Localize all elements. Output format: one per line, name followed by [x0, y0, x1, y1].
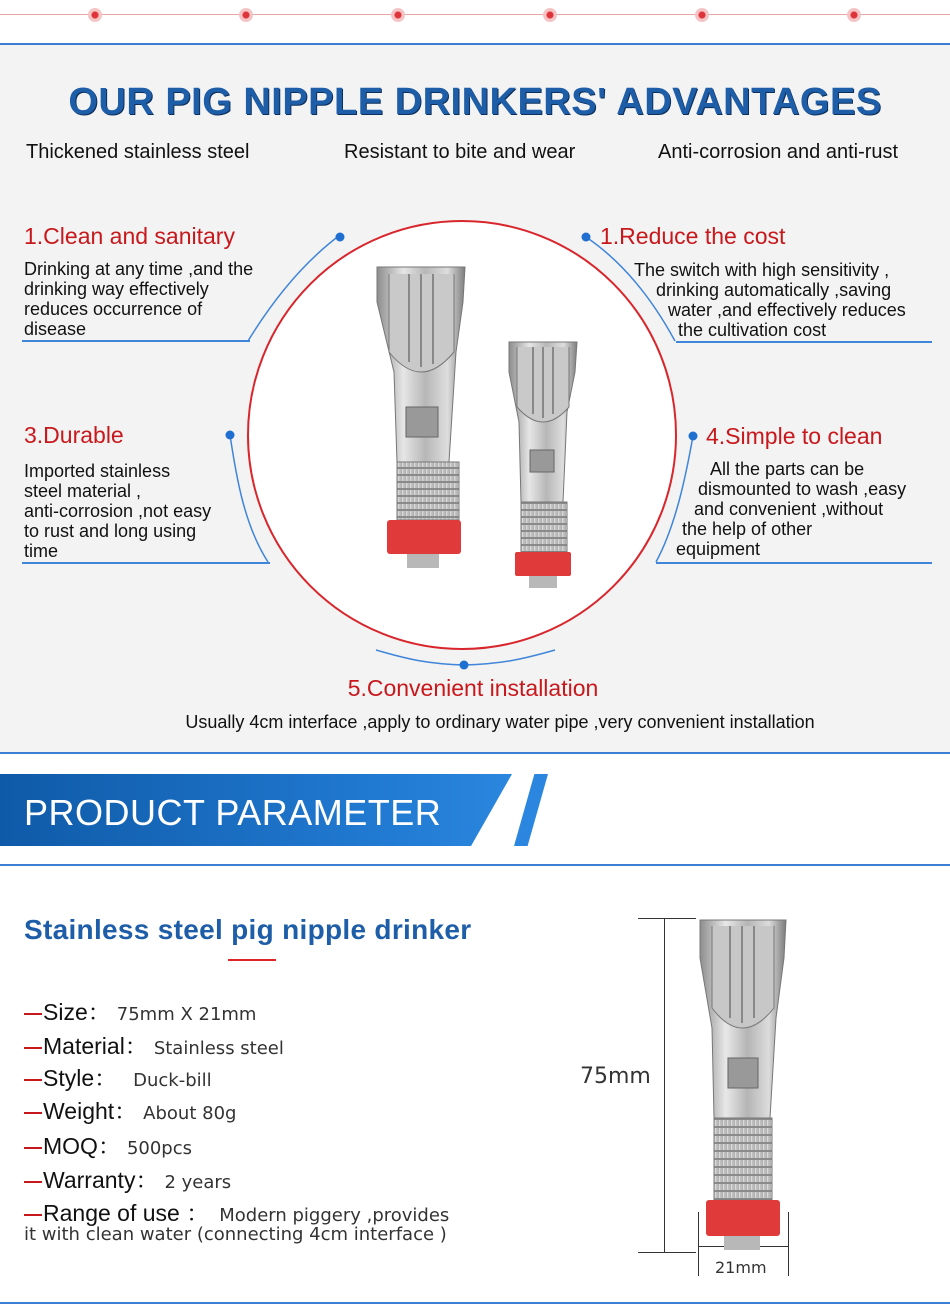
parameter-row: [24, 1162, 231, 1195]
parameter-row: [24, 994, 256, 1027]
parameter-label: MOQ：: [43, 1133, 121, 1159]
parameter-value: Duck-bill: [133, 1070, 212, 1091]
section-banner: [0, 754, 950, 866]
dot-ornament: [695, 8, 709, 22]
advantage-heading: 3.Durable: [24, 422, 124, 448]
advantage-heading: 1.Clean and sanitary: [24, 223, 235, 249]
parameter-label: Size：: [43, 999, 111, 1025]
dot-ornament: [239, 8, 253, 22]
dimension-tick: [638, 1252, 696, 1253]
parameter-row: [24, 1128, 192, 1161]
parameter-label: Weight：: [43, 1098, 138, 1124]
product-circle: [247, 220, 677, 650]
advantages-section: [0, 45, 950, 755]
parameter-label: Warranty：: [43, 1167, 159, 1193]
parameters-section: [0, 866, 950, 1306]
underline: [22, 562, 270, 564]
feature-label: Anti-corrosion and anti-rust: [658, 141, 899, 163]
underline: [656, 562, 932, 564]
parameter-value: About 80g: [143, 1103, 237, 1124]
dot-ornament: [543, 8, 557, 22]
underline: [22, 340, 250, 342]
nipple-drinker-image: [694, 918, 794, 1258]
advantage-heading: 1.Reduce the cost: [600, 223, 786, 249]
feature-label: Resistant to bite and wear: [344, 141, 576, 163]
nipple-drinker-image: [249, 222, 675, 648]
dot-ornament: [391, 8, 405, 22]
large-drinker: [377, 267, 465, 568]
parameter-value: Stainless steel: [153, 1038, 284, 1059]
parameter-label: Range of use ：: [43, 1200, 210, 1226]
advantage-heading: 5.Convenient installation: [347, 675, 599, 701]
width-dimension-label: 21mm: [715, 1258, 767, 1277]
advantages-title: OUR PIG NIPPLE DRINKERS' ADVANTAGES: [68, 81, 882, 123]
advantage-description: Imported stainless steel material , anti-corrosion ,not easy to rust and long using time: [24, 461, 212, 561]
top-decoration: [0, 0, 950, 44]
parameter-row: [24, 1060, 212, 1093]
dimension-tick: [638, 918, 696, 919]
parameter-label: Material：: [43, 1033, 148, 1059]
parameter-row: [24, 1028, 284, 1061]
parameter-row: [24, 1093, 236, 1126]
banner-stripe: [514, 774, 548, 846]
underline: [676, 341, 932, 343]
dot-ornament: [847, 8, 861, 22]
parameter-label: Style：: [43, 1065, 118, 1091]
parameter-value: Modern piggery ,provides: [219, 1205, 450, 1226]
small-drinker: [509, 342, 577, 588]
title-underline: [228, 959, 276, 961]
parameter-value: 500pcs: [126, 1138, 193, 1159]
advantage-description: Usually 4cm interface ,apply to ordinary water pipe ,very convenient installation: [185, 712, 815, 732]
height-dimension-line: [664, 918, 665, 1253]
advantage-heading: 4.Simple to clean: [706, 423, 883, 449]
height-dimension-label: 75mm: [580, 1064, 651, 1089]
banner-title: PRODUCT PARAMETER: [24, 792, 442, 833]
advantage-description: The switch with high sensitivity , drinking automatically ,saving water ,and effectively reduces the cultivation cost: [634, 260, 906, 340]
dot-ornament: [88, 8, 102, 22]
advantage-description: All the parts can be dismounted to wash ,easy and convenient ,without the help of other equipment: [676, 459, 907, 559]
product-title: Stainless steel pig nipple drinker: [24, 914, 472, 945]
top-rule: [0, 14, 950, 15]
advantage-description: Drinking at any time ,and the drinking way effectively reduces occurrence of disease: [24, 259, 254, 339]
feature-label: Thickened stainless steel: [26, 141, 250, 163]
parameter-continuation: it with clean water (connecting 4cm interface ): [24, 1224, 447, 1245]
parameter-value: 75mm X 21mm: [116, 1004, 257, 1025]
parameter-value: 2 years: [164, 1172, 232, 1193]
divider: [0, 1302, 950, 1304]
